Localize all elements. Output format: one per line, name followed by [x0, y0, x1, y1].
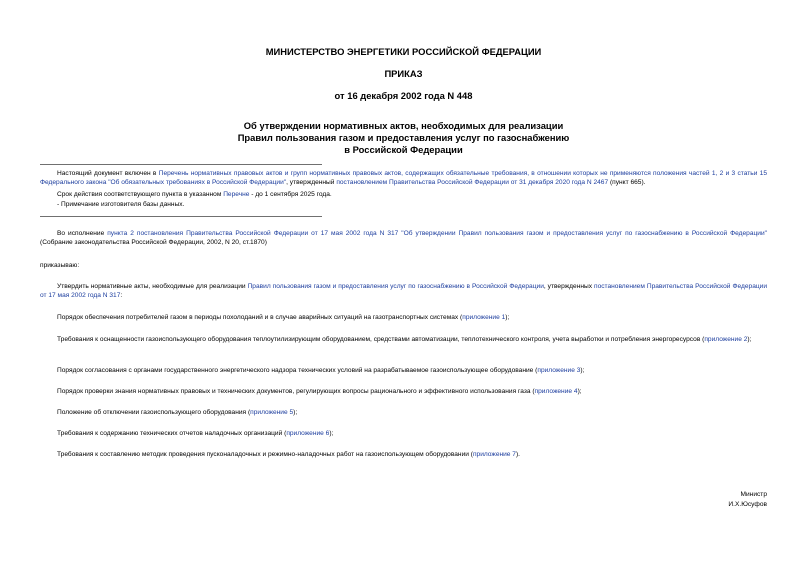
approve-link-postanovlenie-317[interactable]: постановлением Правительства Российской Федерации от 17 мая 2002 года N 317 — [40, 283, 767, 300]
title-line-1: Об утверждении нормативных актов, необходимых для реализации — [243, 120, 564, 131]
list-item-appendix-4 — [40, 387, 767, 396]
intro-text: Во исполнение — [57, 230, 108, 237]
note-link-perechen[interactable]: Перечень нормативных правовых актов и групп нормативных правовых актов, содержащих обязательные требования, в отношении которых не применяются положения частей 1, 2 и 3 статьи 15 Федерального закона "Об обязательных требованиях в Российской Федерации" — [40, 170, 767, 187]
note-paragraph-1 — [40, 169, 767, 188]
appendix-7-link[interactable]: приложение 7 — [472, 451, 516, 458]
appendix-1-link[interactable]: приложение 1 — [462, 314, 506, 321]
item-text: Положение об отключении газоиспользующего оборудования ( — [57, 409, 251, 416]
intro-paragraph — [40, 229, 767, 248]
note-text: Срок действия соответствующего пункта в указанном — [57, 191, 224, 198]
approve-text: Утвердить нормативные акты, необходимые для реализации — [57, 283, 248, 290]
approve-link-pravila[interactable]: Правил пользования газом и предоставления услуг по газоснабжению в Российской Федерации — [247, 283, 544, 290]
note-link-postanovlenie-2467[interactable]: постановлением Правительства Российской Федерации от 31 декабря 2020 года N 2467 — [336, 179, 609, 187]
appendix-4-link[interactable]: приложение 4 — [534, 388, 578, 395]
item-text: ); — [505, 314, 510, 321]
note-paragraph-3: - Примечание изготовителя базы данных. — [57, 201, 185, 208]
note-text: - до 1 сентября 2025 года. — [249, 191, 332, 198]
list-item-appendix-7 — [40, 450, 767, 459]
intro-text: (Собрание законодательства Российской Федерации, 2002, N 20, ст.1870) — [40, 239, 267, 247]
date-number-heading: от 16 декабря 2002 года N 448 — [334, 90, 473, 101]
item-text: Порядок согласования с органами государственного энергетического надзора технических условий на разрабатываемое газоиспользующее оборудование ( — [57, 367, 538, 374]
item-text: Порядок проверки знания нормативных правовых и технических документов, регулирующих вопросы рационального и эффективного использования газа ( — [57, 388, 535, 395]
signature-block — [728, 490, 767, 510]
item-text: Требования к содержанию технических отчетов наладочных организаций ( — [57, 430, 287, 437]
note-text: (пункт 665). — [608, 179, 646, 187]
approve-text: , утвержденных — [543, 283, 594, 290]
item-text: Требования к составлению методик проведения пусконаладочных и режимно-наладочных работ на газоиспользующем оборудовании ( — [57, 451, 473, 458]
signature-position: Министр — [740, 491, 767, 498]
approve-text: : — [120, 292, 123, 300]
list-item-appendix-1 — [40, 313, 767, 322]
appendix-5-link[interactable]: приложение 5 — [250, 409, 294, 416]
list-item-appendix-6 — [40, 429, 767, 438]
item-text: ); — [747, 336, 752, 343]
note-text: , утвержденный — [286, 179, 337, 187]
item-text: ); — [580, 367, 585, 374]
item-text: ). — [515, 451, 521, 458]
intro-link-postanovlenie-317[interactable]: пункта 2 постановления Правительства Российской Федерации от 17 мая 2002 года N 317 "Об утверждении Правил пользования газом и предоставления услуг по газоснабжению в Российской Федерации" — [107, 230, 767, 237]
appendix-2-link[interactable]: приложение 2 — [704, 336, 748, 343]
approve-paragraph — [40, 282, 767, 301]
appendix-6-link[interactable]: приложение 6 — [286, 430, 330, 437]
list-item-appendix-5 — [40, 408, 767, 417]
item-text: ); — [329, 430, 334, 437]
note-bottom-divider — [40, 216, 322, 217]
title-line-2: Правил пользования газом и предоставления услуг по газоснабжению — [237, 132, 570, 143]
note-text: Настоящий документ включен в — [57, 170, 159, 177]
doc-type-heading: ПРИКАЗ — [384, 68, 423, 79]
note-top-divider — [40, 164, 322, 165]
list-item-appendix-3 — [40, 366, 767, 375]
title-line-3: в Российской Федерации — [344, 144, 463, 155]
item-text: ); — [293, 409, 298, 416]
signature-name: И.Х.Юсуфов — [728, 501, 767, 508]
appendix-3-link[interactable]: приложение 3 — [537, 367, 581, 374]
note-link-perechne[interactable]: Перечне — [223, 191, 250, 198]
item-text: Требования к оснащенности газоиспользующего оборудования теплоутилизирующим оборудованием, средствами автоматизации, теплотехнического контроля, учета выработки и потребления энергоресурсов ( — [57, 336, 705, 343]
item-text: Порядок обеспечения потребителей газом в периоды похолоданий и в случае аварийных ситуаций на газотранспортных системах ( — [57, 314, 463, 321]
list-item-appendix-2 — [40, 335, 767, 344]
item-text: ); — [577, 388, 582, 395]
ministry-heading: МИНИСТЕРСТВО ЭНЕРГЕТИКИ РОССИЙСКОЙ ФЕДЕРАЦИИ — [265, 46, 542, 57]
note-paragraph-2 — [40, 190, 767, 199]
order-word: приказываю: — [40, 262, 80, 269]
